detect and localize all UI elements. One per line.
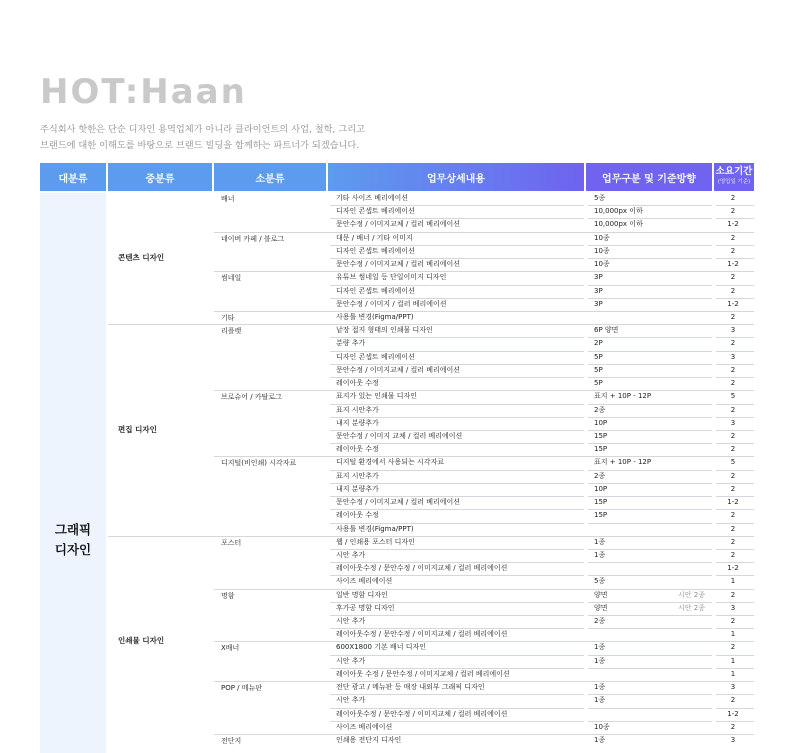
- row-time: 3: [730, 603, 736, 612]
- row-detail: 웹 / 인쇄용 포스터 디자인: [336, 537, 415, 546]
- row-divider: [330, 430, 584, 431]
- row-time: 2: [730, 339, 736, 348]
- row-time: 2: [730, 471, 736, 480]
- row-spec: 3P: [594, 299, 603, 308]
- row-time: 2: [730, 445, 736, 454]
- row-detail: 대문 / 배너 / 기타 이미지: [336, 233, 413, 242]
- row-divider: [588, 615, 712, 616]
- row-divider: [716, 668, 754, 669]
- row-detail: 레이아웃 수정: [336, 379, 379, 388]
- row-divider: [716, 364, 754, 365]
- item-divider: [214, 311, 754, 312]
- row-divider: [330, 218, 584, 219]
- row-divider: [716, 655, 754, 656]
- row-spec: 1종: [594, 550, 606, 559]
- row-spec: 15P: [594, 511, 608, 520]
- row-divider: [588, 205, 712, 206]
- row-divider: [588, 496, 712, 497]
- row-time: 2: [730, 524, 736, 533]
- row-spec: 15P: [594, 445, 608, 454]
- row-divider: [716, 628, 754, 629]
- level1-line-2: 디자인: [54, 542, 92, 557]
- row-detail: 레이아웃 수정: [336, 511, 379, 520]
- row-time: 3: [730, 418, 736, 427]
- row-time: 1-2: [727, 709, 739, 718]
- header-spec: 업무구분 및 기준방향: [586, 163, 712, 191]
- row-spec: 5P: [594, 379, 603, 388]
- row-detail: 사용툴 변경(Figma/PPT): [336, 524, 414, 533]
- row-divider: [716, 258, 754, 259]
- row-time: 3: [730, 736, 736, 745]
- row-detail: 디자인 콘셉트 베리에이션: [336, 207, 415, 216]
- item-divider: [214, 390, 754, 391]
- row-divider: [330, 523, 584, 524]
- row-divider: [588, 218, 712, 219]
- row-spec: 10종: [594, 260, 610, 269]
- row-divider: [588, 628, 712, 629]
- row-divider: [330, 364, 584, 365]
- row-divider: [716, 708, 754, 709]
- row-detail: 레이아웃수정 / 문안수정 / 이미지교체 / 컬러 베리에이션: [336, 630, 508, 639]
- row-time: 1: [730, 630, 736, 639]
- row-divider: [588, 417, 712, 418]
- row-divider: [588, 470, 712, 471]
- row-spec: 1종: [594, 643, 606, 652]
- row-divider: [330, 443, 584, 444]
- level1-line-1: 그래픽: [54, 522, 92, 537]
- row-time: 2: [730, 246, 736, 255]
- row-detail: 600X1800 기본 배너 디자인: [336, 643, 426, 652]
- row-spec: 5종: [594, 194, 606, 202]
- row-time: 2: [730, 312, 736, 321]
- row-divider: [330, 377, 584, 378]
- row-detail: 내지 분량추가: [336, 484, 379, 493]
- row-time: 2: [730, 379, 736, 388]
- row-time: 2: [730, 643, 736, 652]
- row-detail: 문안수정 / 이미지 교체 / 컬러 베리에이션: [336, 431, 463, 440]
- row-detail: 디자인 콘셉트 베리에이션: [336, 286, 415, 295]
- header-time-label: 소요기간: [715, 166, 753, 177]
- row-time: 2: [730, 431, 736, 440]
- row-divider: [330, 470, 584, 471]
- row-divider: [716, 443, 754, 444]
- row-divider: [716, 404, 754, 405]
- row-time: 2: [730, 484, 736, 493]
- row-spec: 5종: [594, 577, 606, 586]
- brand-logo: HOT:Haan: [40, 72, 247, 112]
- row-detail: 표지가 있는 인쇄물 디자인: [336, 392, 418, 401]
- row-detail: 유튜브 썸네일 등 단일이미지 디자인: [336, 273, 447, 282]
- header-time-unit: (영업일 기준): [717, 179, 751, 185]
- level3-label: 명함: [221, 591, 235, 600]
- row-time: 3: [730, 326, 736, 335]
- row-divider: [588, 364, 712, 365]
- row-spec: 표지 + 10P - 12P: [594, 392, 652, 401]
- row-divider: [588, 562, 712, 563]
- row-detail: 사용툴 변경(Figma/PPT): [336, 312, 414, 321]
- level3-label: 리플렛: [221, 327, 242, 336]
- level1-label: [40, 520, 106, 560]
- row-divider: [716, 575, 754, 576]
- item-divider: [214, 456, 754, 457]
- row-time: 2: [730, 617, 736, 626]
- row-spec: 3P: [594, 273, 603, 282]
- row-divider: [330, 708, 584, 709]
- row-divider: [716, 205, 754, 206]
- row-spec: 1종: [594, 696, 606, 705]
- row-divider: [330, 509, 584, 510]
- row-divider: [588, 430, 712, 431]
- row-time: 2: [730, 550, 736, 559]
- row-divider: [716, 483, 754, 484]
- level2-label: 편집 디자인: [118, 424, 157, 434]
- row-divider: [588, 483, 712, 484]
- row-divider: [716, 337, 754, 338]
- level3-label: 전단지: [221, 737, 242, 746]
- row-divider: [330, 258, 584, 259]
- row-spec: 10,000px 이하: [594, 207, 643, 216]
- header-detail: 업무상세내용: [328, 163, 584, 191]
- row-spec: 5P: [594, 352, 603, 361]
- row-spec: 1종: [594, 736, 606, 745]
- row-time: 2: [730, 590, 736, 599]
- row-detail: 전단 광고 / 메뉴판 등 매장 내외부 그래픽 디자인: [336, 683, 485, 692]
- intro-line-1: 주식회사 핫한은 단순 디자인 용역업체가 아니라 클라이언트의 사업, 철학, 그리고: [40, 124, 366, 135]
- row-divider: [588, 285, 712, 286]
- row-divider: [330, 404, 584, 405]
- row-divider: [588, 549, 712, 550]
- row-spec: 15P: [594, 498, 608, 507]
- item-divider: [214, 232, 754, 233]
- row-time: 1-2: [727, 498, 739, 507]
- row-detail: 기타 사이즈 베리에이션: [336, 194, 409, 202]
- row-divider: [588, 575, 712, 576]
- row-spec: 1종: [594, 656, 606, 665]
- row-time: 5: [730, 458, 736, 467]
- item-divider: [214, 641, 754, 642]
- row-time: 2: [730, 405, 736, 414]
- row-detail: 시안 추가: [336, 617, 366, 626]
- row-detail: 레이아웃 수정 / 문안수정 / 이미지교체 / 컬러 베리에이션: [336, 669, 510, 678]
- row-detail: 낱장 접지 형태의 인쇄물 디자인: [336, 326, 433, 335]
- header-level3: 소분류: [214, 163, 326, 191]
- row-time: 2: [730, 722, 736, 731]
- row-divider: [330, 483, 584, 484]
- row-divider: [588, 708, 712, 709]
- row-detail: 시안 추가: [336, 696, 366, 705]
- row-divider: [716, 218, 754, 219]
- level1-cell: [40, 193, 106, 753]
- level3-label: 포스터: [221, 538, 242, 547]
- row-spec: 2종: [594, 405, 606, 414]
- row-divider: [588, 377, 712, 378]
- row-divider: [330, 205, 584, 206]
- row-spec: 1종: [594, 537, 606, 546]
- row-detail: 디지털 환경에서 사용되는 시각자료: [336, 458, 445, 467]
- row-divider: [330, 668, 584, 669]
- row-time: 1: [730, 577, 736, 586]
- row-spec: 10P: [594, 484, 608, 493]
- row-divider: [330, 615, 584, 616]
- row-divider: [588, 298, 712, 299]
- header-level2: 중분류: [108, 163, 212, 191]
- row-time: 5: [730, 392, 736, 401]
- row-divider: [330, 628, 584, 629]
- row-divider: [588, 351, 712, 352]
- row-divider: [716, 694, 754, 695]
- row-detail: 시안 추가: [336, 550, 366, 559]
- level3-label: POP / 메뉴판: [221, 684, 263, 693]
- row-time: 2: [730, 233, 736, 242]
- row-divider: [330, 562, 584, 563]
- row-spec: 양면: [594, 603, 608, 612]
- row-divider: [588, 655, 712, 656]
- row-time: 1-2: [727, 564, 739, 573]
- row-detail: 디자인 콘셉트 베리에이션: [336, 246, 415, 255]
- row-spec: 10종: [594, 722, 610, 731]
- row-detail: 후가공 명함 디자인: [336, 603, 395, 612]
- row-time: 2: [730, 696, 736, 705]
- row-detail: 레이아웃수정 / 문안수정 / 이미지교체 / 컬러 베리에이션: [336, 709, 508, 718]
- row-divider: [330, 337, 584, 338]
- level3-label: 배너: [221, 195, 235, 203]
- level3-label: 기타: [221, 313, 235, 322]
- row-spec: 10,000px 이하: [594, 220, 643, 229]
- row-spec: 양면: [594, 590, 608, 599]
- row-spec: 1종: [594, 683, 606, 692]
- row-divider: [716, 377, 754, 378]
- row-time: 1-2: [727, 220, 739, 229]
- row-time: 3: [730, 352, 736, 361]
- level3-label: X배너: [221, 644, 240, 653]
- row-divider: [330, 496, 584, 497]
- row-divider: [716, 523, 754, 524]
- row-detail: 내지 분량추가: [336, 418, 379, 427]
- row-divider: [716, 721, 754, 722]
- row-time: 1: [730, 669, 736, 678]
- row-divider: [330, 351, 584, 352]
- row-divider: [716, 351, 754, 352]
- item-divider: [214, 681, 754, 682]
- row-note: 시안 2종: [678, 590, 705, 599]
- group-divider: [108, 324, 754, 325]
- intro-text: [40, 122, 365, 154]
- row-detail: 문안수정 / 이미지교체 / 컬러 베리에이션: [336, 260, 461, 269]
- row-divider: [330, 694, 584, 695]
- row-divider: [330, 575, 584, 576]
- row-divider: [330, 298, 584, 299]
- row-divider: [716, 602, 754, 603]
- row-time: 2: [730, 365, 736, 374]
- row-divider: [588, 404, 712, 405]
- row-divider: [716, 430, 754, 431]
- row-divider: [330, 417, 584, 418]
- group-divider: [108, 536, 754, 537]
- row-divider: [588, 694, 712, 695]
- row-time: 3: [730, 683, 736, 692]
- level3-label: 디지털(비인쇄) 시각자료: [221, 459, 297, 468]
- row-time: 1: [730, 656, 736, 665]
- row-detail: 디자인 콘셉트 베리에이션: [336, 352, 415, 361]
- row-time: 2: [730, 537, 736, 546]
- item-divider: [214, 271, 754, 272]
- row-detail: 사이즈 베리에이션: [336, 722, 393, 731]
- row-spec: 2종: [594, 617, 606, 626]
- row-spec: 5P: [594, 365, 603, 374]
- row-detail: 레이아웃수정 / 문안수정 / 이미지교체 / 컬러 베리에이션: [336, 564, 508, 573]
- row-time: 2: [730, 273, 736, 282]
- row-detail: 인쇄용 전단지 디자인: [336, 736, 402, 745]
- row-divider: [716, 285, 754, 286]
- item-divider: [214, 734, 754, 735]
- row-divider: [330, 721, 584, 722]
- row-detail: 시안 추가: [336, 656, 366, 665]
- row-divider: [330, 549, 584, 550]
- row-detail: 일반 명함 디자인: [336, 590, 388, 599]
- row-detail: 레이아웃 수정: [336, 445, 379, 454]
- row-time: 1-2: [727, 299, 739, 308]
- row-divider: [588, 337, 712, 338]
- row-detail: 표지 시안추가: [336, 405, 379, 414]
- row-detail: 사이즈 베리에이션: [336, 577, 393, 586]
- row-spec: 2종: [594, 471, 606, 480]
- row-divider: [716, 509, 754, 510]
- row-spec: 2P: [594, 339, 603, 348]
- level2-label: 콘텐츠 디자인: [118, 253, 165, 263]
- row-divider: [588, 668, 712, 669]
- level3-label: 브로슈어 / 카탈로그: [221, 393, 282, 402]
- row-divider: [716, 549, 754, 550]
- row-spec: 6P 양면: [594, 326, 619, 335]
- row-divider: [588, 245, 712, 246]
- row-divider: [588, 602, 712, 603]
- row-divider: [716, 562, 754, 563]
- row-divider: [716, 470, 754, 471]
- row-note: 시안 2종: [678, 603, 705, 612]
- row-divider: [716, 245, 754, 246]
- row-divider: [330, 602, 584, 603]
- row-divider: [716, 496, 754, 497]
- item-divider: [214, 589, 754, 590]
- row-detail: 분량 추가: [336, 339, 366, 348]
- row-time: 2: [730, 194, 736, 202]
- row-detail: 문안수정 / 이미지교체 / 컬러 베리에이션: [336, 365, 461, 374]
- row-time: 2: [730, 286, 736, 295]
- row-time: 1-2: [727, 260, 739, 269]
- row-divider: [588, 523, 712, 524]
- row-spec: 10P: [594, 418, 608, 427]
- row-spec: 3P: [594, 286, 603, 295]
- row-divider: [716, 417, 754, 418]
- row-detail: 표지 시안추가: [336, 471, 379, 480]
- header-level1: 대분류: [40, 163, 106, 191]
- row-time: 2: [730, 207, 736, 216]
- row-divider: [716, 298, 754, 299]
- row-divider: [716, 615, 754, 616]
- intro-line-2: 브랜드에 대한 이해도를 바탕으로 브랜드 빌딩을 함께하는 파트너가 되겠습니다.: [40, 140, 360, 151]
- header-time: [714, 163, 754, 191]
- row-detail: 문안수정 / 이미지교체 / 컬러 베리에이션: [336, 220, 461, 229]
- row-spec: 10종: [594, 246, 610, 255]
- row-detail: 문안수정 / 이미지교체 / 컬러 베리에이션: [336, 498, 461, 507]
- row-divider: [330, 655, 584, 656]
- row-divider: [588, 509, 712, 510]
- row-divider: [588, 258, 712, 259]
- row-divider: [588, 721, 712, 722]
- row-detail: 문안수정 / 이미지 / 컬러 베리에이션: [336, 299, 447, 308]
- level3-label: 썸네일: [221, 274, 242, 283]
- row-spec: 표지 + 10P - 12P: [594, 458, 652, 467]
- row-divider: [330, 245, 584, 246]
- level2-label: 인쇄물 디자인: [118, 636, 165, 646]
- row-time: 2: [730, 511, 736, 520]
- row-spec: 10종: [594, 233, 610, 242]
- level3-label: 네이버 카페 / 블로그: [221, 234, 285, 243]
- row-divider: [588, 443, 712, 444]
- row-spec: 15P: [594, 431, 608, 440]
- row-divider: [330, 285, 584, 286]
